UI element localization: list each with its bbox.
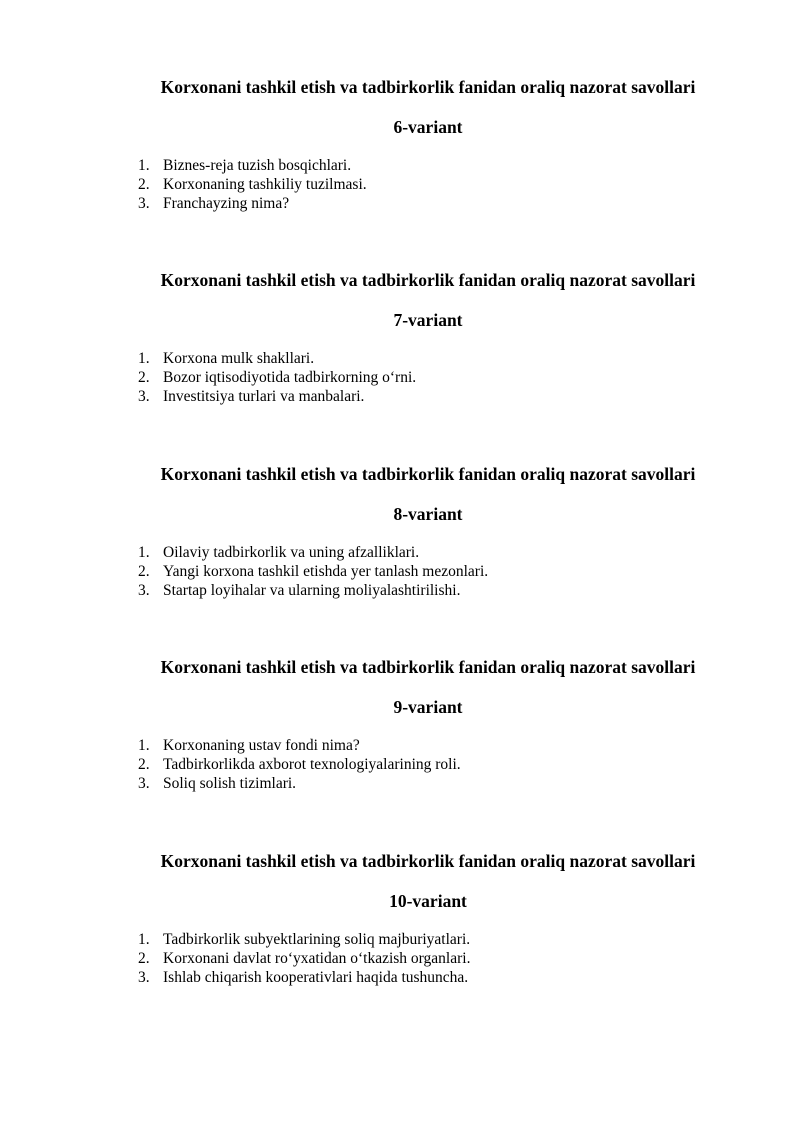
variant-heading: 10-variant — [389, 891, 467, 911]
question-item — [138, 368, 416, 387]
question-item — [138, 968, 470, 987]
question-list — [138, 349, 416, 406]
question-text: Bozor iqtisodiyotida tadbirkorning oʻrni. — [163, 369, 417, 386]
question-number: 1. — [138, 931, 150, 948]
question-number: 2. — [138, 756, 150, 773]
question-text: Ishlab chiqarish kooperativlari haqida tushuncha. — [163, 969, 469, 986]
question-item — [138, 156, 367, 175]
question-text: Oilaviy tadbirkorlik va uning afzalliklari. — [163, 544, 420, 561]
question-number: 2. — [138, 563, 150, 580]
question-text: Korxona mulk shakllari. — [163, 350, 315, 367]
question-item — [138, 387, 416, 406]
question-number: 3. — [138, 969, 150, 986]
question-item — [138, 581, 488, 600]
question-number: 3. — [138, 582, 150, 599]
question-item — [138, 755, 461, 774]
question-text: Investitsiya turlari va manbalari. — [163, 388, 365, 405]
section-title: Korxonani tashkil etish va tadbirkorlik fanidan oraliq nazorat savollari — [160, 77, 696, 97]
question-text: Startap loyihalar va ularning moliyalashtirilishi. — [163, 582, 461, 599]
question-number: 2. — [138, 950, 150, 967]
question-item — [138, 949, 470, 968]
question-text: Soliq solish tizimlari. — [163, 775, 297, 792]
question-list — [138, 930, 470, 987]
question-list — [138, 543, 488, 600]
question-text: Yangi korxona tashkil etishda yer tanlash mezonlari. — [163, 563, 489, 580]
question-item — [138, 774, 461, 793]
section-title: Korxonani tashkil etish va tadbirkorlik fanidan oraliq nazorat savollari — [160, 657, 696, 677]
question-item — [138, 930, 470, 949]
question-item — [138, 543, 488, 562]
question-text: Korxonaning ustav fondi nima? — [163, 737, 360, 754]
question-item — [138, 736, 461, 755]
question-number: 1. — [138, 544, 150, 561]
question-text: Franchayzing nima? — [163, 195, 290, 212]
question-text: Tadbirkorlik subyektlarining soliq majburiyatlari. — [163, 931, 471, 948]
question-number: 3. — [138, 775, 150, 792]
section-title: Korxonani tashkil etish va tadbirkorlik fanidan oraliq nazorat savollari — [160, 464, 696, 484]
question-list — [138, 736, 461, 793]
variant-heading: 8-variant — [393, 504, 463, 524]
variant-heading: 7-variant — [393, 310, 463, 330]
question-text: Biznes-reja tuzish bosqichlari. — [163, 157, 352, 174]
question-number: 2. — [138, 176, 150, 193]
question-item — [138, 349, 416, 368]
question-list — [138, 156, 367, 213]
variant-heading: 9-variant — [393, 697, 463, 717]
question-item — [138, 194, 367, 213]
question-item — [138, 562, 488, 581]
question-number: 1. — [138, 350, 150, 367]
question-number: 2. — [138, 369, 150, 386]
section-title: Korxonani tashkil etish va tadbirkorlik fanidan oraliq nazorat savollari — [160, 851, 696, 871]
question-text: Tadbirkorlikda axborot texnologiyalarining roli. — [163, 756, 461, 773]
question-number: 3. — [138, 388, 150, 405]
section-title: Korxonani tashkil etish va tadbirkorlik fanidan oraliq nazorat savollari — [160, 270, 696, 290]
question-number: 3. — [138, 195, 150, 212]
variant-heading: 6-variant — [393, 117, 463, 137]
question-number: 1. — [138, 157, 150, 174]
question-item — [138, 175, 367, 194]
question-number: 1. — [138, 737, 150, 754]
question-text: Korxonani davlat roʻyxatidan oʻtkazish organlari. — [163, 950, 471, 967]
question-text: Korxonaning tashkiliy tuzilmasi. — [163, 176, 367, 193]
